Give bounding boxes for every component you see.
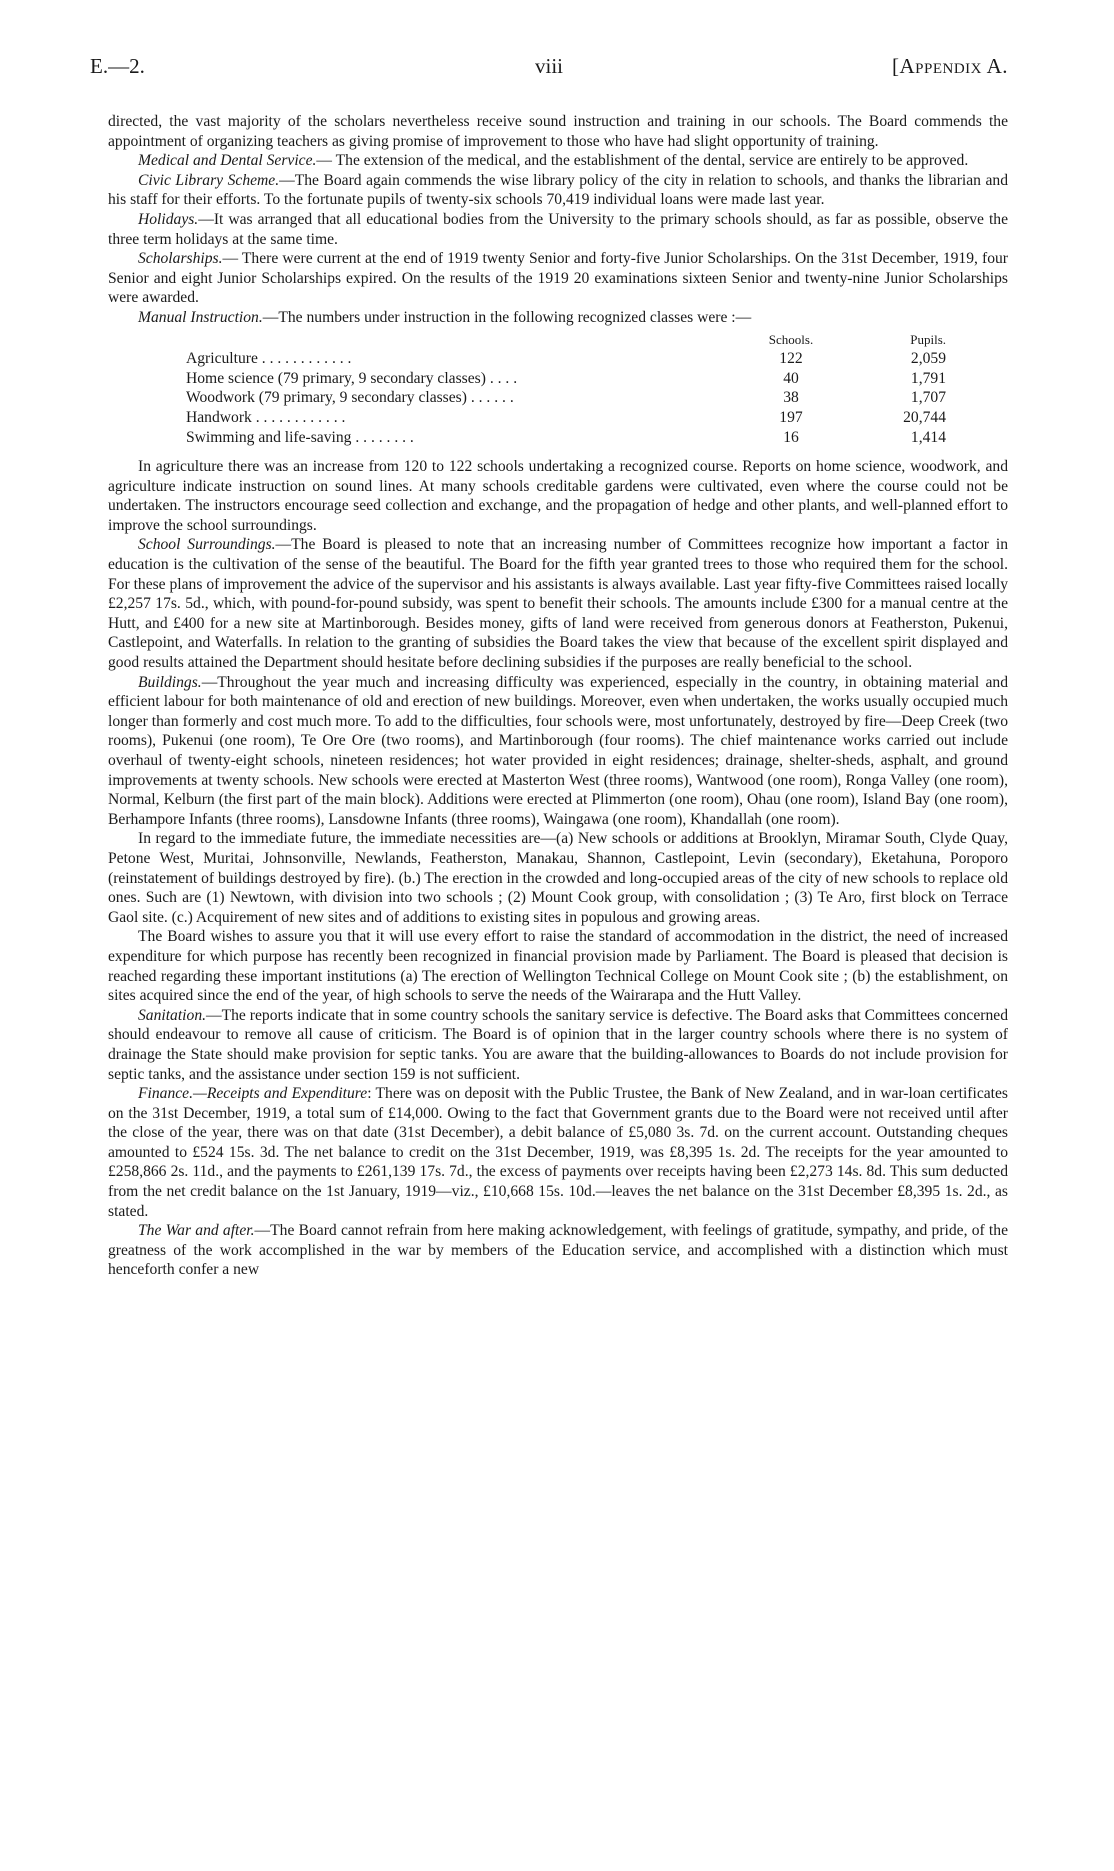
row-label: Swimming and life-saving . . . . . . . . bbox=[186, 428, 414, 446]
heading-war: The War and after. bbox=[138, 1222, 255, 1240]
column-header-pupils: Pupils. bbox=[910, 331, 946, 347]
table-row bbox=[186, 369, 958, 389]
heading-school-surroundings: School Surroundings. bbox=[138, 536, 276, 554]
row-label: Handwork . . . . . . . . . . . . bbox=[186, 408, 346, 426]
table-row bbox=[186, 428, 958, 448]
row-label: Home science (79 primary, 9 secondary classes) . . . . bbox=[186, 369, 518, 387]
table-row bbox=[186, 388, 958, 408]
paragraph-war: The War and after.—The Board cannot refrain from here making acknowledgement, with feelings of gratitude, sympathy, and pride, of the greatness of the work accomplished in the war by members of the Education service, and accomplished with a distinction which must henceforth confer a new bbox=[108, 1222, 1008, 1279]
table-header-row bbox=[186, 330, 958, 350]
row-pupils: 20,744 bbox=[903, 408, 946, 426]
table-row bbox=[186, 408, 958, 428]
heading-buildings: Buildings. bbox=[138, 673, 202, 691]
column-header-schools: Schools. bbox=[768, 331, 814, 347]
heading-manual-instruction: Manual Instruction. bbox=[138, 308, 263, 326]
heading-sanitation: Sanitation. bbox=[138, 1006, 207, 1024]
paragraph-sanitation: Sanitation.—The reports indicate that in some country schools the sanitary service is defective. The Board asks that Committees concerned should endeavour to remove all cause of criticism. The Board is of opinion that in the larger country schools where there is no system of drainage the State should make provision for septic tanks. You are aware that the building-allowances to Boards do not include provision for septic tanks, and the assistance under section 159 is not sufficient. bbox=[108, 1006, 1008, 1083]
paragraph-future: In regard to the immediate future, the immediate necessities are—(a) New schools or additions at Brooklyn, Miramar South, Clyde Quay, Petone West, Muritai, Johnsonville, Newlands, Featherston, Manakau, Shannon, Castlepoint, Levin (secondary), Eketahuna, Poroporo (reinstatement of buildings destroyed by fire). (b.) The erection in the crowded and long-occupied areas of the city of new schools to replace old ones. Such are (1) Newtown, with division into two schools ; (2) Mount Cook group, with consolidation ; (3) Te Aro, first block on Terrace Gaol site. (c.) Acquirement of new sites and of additions to existing sites in populous and growing areas. bbox=[108, 830, 1008, 926]
row-label: Woodwork (79 primary, 9 secondary classes) . . . . . . bbox=[186, 389, 514, 407]
row-schools: 38 bbox=[783, 389, 799, 407]
paragraph-library: Civic Library Scheme.—The Board again commends the wise library policy of the city in relation to schools, and thanks the librarian and his staff for their efforts. To the fortunate pupils of twenty-six schools 70,419 individual loans were made last year. bbox=[108, 171, 1008, 209]
paragraph-scholarships: Scholarships.— There were current at the end of 1919 twenty Senior and forty-five Junior Scholarships. On the 31st December, 1919, four Senior and eight Junior Scholarships expired. On the results of the 1919 20 examinations sixteen Senior and twenty-nine Junior Scholarships were awarded. bbox=[108, 250, 1008, 307]
row-schools: 40 bbox=[783, 369, 799, 387]
paragraph-medical: Medical and Dental Service.— The extension of the medical, and the establishment of the dental, service are entirely to be approved. bbox=[138, 152, 969, 170]
paragraph-buildings: Buildings.—Throughout the year much and increasing difficulty was experienced, especially in the country, in obtaining material and efficient labour for both maintenance of old and erection of new buildings. Moreover, even when undertaken, the works usually occupied much longer than formerly and cost much more. To add to the difficulties, four schools were, most unfortunately, destroyed by fire—Deep Creek (two rooms), Pukenui (one room), Te Ore Ore (two rooms), and Martinborough (four rooms). The chief maintenance works carried out include overhaul of twenty-eight schools, nineteen residences; hot water provided in eight residences; drainage, shelter-sheds, asphalt, and ground improvements at twenty schools. New schools were erected at Masterton West (three rooms), Wantwood (one room), Ronga Valley (one room), Normal, Kelburn (the first part of the main block). Additions were erected at Plimmerton (one room), Ohau (one room), Island Bay (one room), Berhampore Infants (three rooms), Lansdowne Infants (three rooms), Waingawa (one room), Khandallah (one room). bbox=[108, 673, 1008, 828]
document-body bbox=[108, 112, 1008, 1280]
heading-scholarships: Scholarships. bbox=[138, 250, 223, 268]
heading-holidays: Holidays. bbox=[138, 210, 199, 228]
report-code: E.—2. bbox=[90, 54, 145, 78]
row-schools: 16 bbox=[783, 428, 799, 446]
paragraph-school-surroundings: School Surroundings.—The Board is pleased to note that an increasing number of Committees recognize how important a factor in education is the cultivation of the sense of the beautiful. The Board for the fifth year granted trees to those who required them for the school. For these plans of improvement the advice of the supervisor and his assistants is always available. Last year fifty-five Committees raised locally £2,257 17s. 5d., which, with pound-for-pound subsidy, was spent to benefit their schools. The amounts include £300 for a manual centre at the Hutt, and £400 for a new site at Martinborough. Besides money, gifts of land were received from generous donors at Featherston, Pukenui, Castlepoint, and Waterfalls. In relation to the granting of subsidies the Board takes the view that because of the excellent spirit displayed and good results attained the Department should hesitate before declining subsidies if the purposes are really beneficial to the school. bbox=[108, 536, 1008, 672]
page-number: viii bbox=[534, 54, 563, 78]
paragraph-continued: directed, the vast majority of the scholars nevertheless receive sound instruction and training in our schools. The Board commends the appointment of organizing teachers as giving promise of improvement to those who have had slight opportunity of training. bbox=[108, 113, 1008, 150]
table-row bbox=[186, 349, 958, 369]
manual-instruction-table bbox=[186, 330, 958, 448]
page-header bbox=[90, 54, 1008, 90]
paragraph-finance: Finance.—Receipts and Expenditure: There was on deposit with the Public Trustee, the Bank of New Zealand, and in war-loan certificates on the 31st December, 1919, a total sum of £14,000. Owing to the fact that Government grants due to the Board were not received until after the close of the year, there was on that date (31st December), a debit balance of £5,080 3s. 7d. on the current account. Outstanding cheques amounted to £524 15s. 3d. The net balance to credit on the 31st December, 1919, was £8,395 1s. 2d. The receipts for the year amounted to £258,866 2s. 11d., and the payments to £261,139 17s. 7d., the excess of payments over receipts having been £2,273 14s. 8d. This sum deducted from the net credit balance on the 1st January, 1919—viz., £10,668 15s. 10d.—leaves the net balance on the 31st December £8,395 1s. 2d., as stated. bbox=[108, 1085, 1008, 1220]
row-label: Agriculture . . . . . . . . . . . . bbox=[186, 350, 352, 368]
row-schools: 197 bbox=[779, 408, 803, 426]
appendix-label: [Appendix A. bbox=[891, 54, 1008, 78]
row-pupils: 2,059 bbox=[910, 350, 946, 368]
paragraph-agriculture: In agriculture there was an increase from 120 to 122 schools undertaking a recognized course. Reports on home science, woodwork, and agriculture indicate instruction on sound lines. At many schools creditable gardens were cultivated, even where the course could not be undertaken. The instructors encourage seed collection and exchange, and the propagation of hedge and other plants, and well-planned effort to improve the school surroundings. bbox=[108, 458, 1008, 534]
row-pupils: 1,791 bbox=[910, 369, 946, 387]
row-pupils: 1,707 bbox=[910, 389, 946, 407]
heading-finance: Finance.—Receipts and Expenditure bbox=[138, 1085, 368, 1103]
paragraph-accommodation: The Board wishes to assure you that it will use every effort to raise the standard of accommodation in the district, the need of increased expenditure for which purpose has recently been recognized in financial provision made by Parliament. The Board is pleased that decision is reached regarding these important institutions (a) The erection of Wellington Technical College on Mount Cook site ; (b) the establishment, on sites acquired since the end of the year, of high schools to serve the needs of the Wairarapa and the Hutt Valley. bbox=[108, 928, 1008, 1005]
paragraph-holidays: Holidays.—It was arranged that all educational bodies from the University to the primary schools should, as far as possible, observe the three term holidays at the same time. bbox=[108, 210, 1008, 248]
row-schools: 122 bbox=[779, 350, 803, 368]
paragraph-manual-instruction: Manual Instruction.—The numbers under instruction in the following recognized classes were :— bbox=[138, 308, 752, 326]
row-pupils: 1,414 bbox=[910, 428, 946, 446]
heading-medical: Medical and Dental Service. bbox=[138, 152, 317, 170]
heading-library: Civic Library Scheme. bbox=[138, 171, 280, 189]
